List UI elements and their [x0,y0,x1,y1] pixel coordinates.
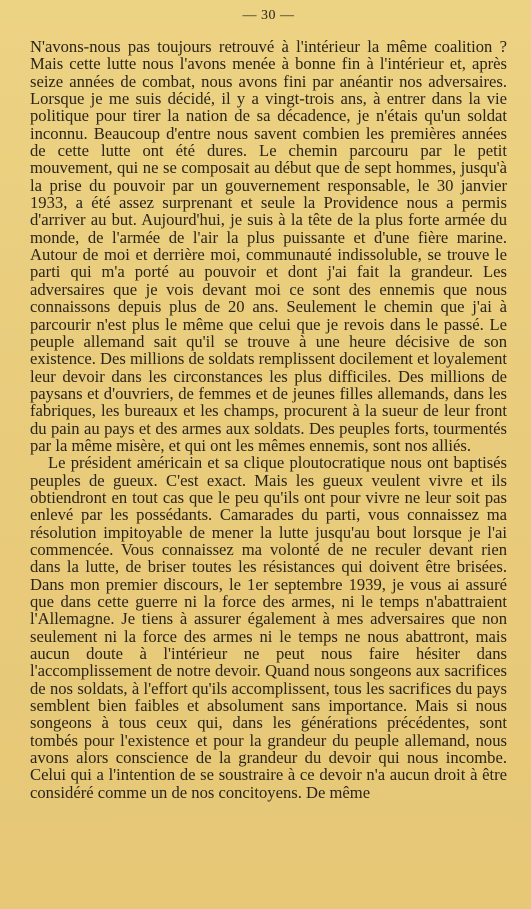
paragraph-2: Le président américain et sa clique ploutocratique nous ont baptisés peuples de gueux. C'est exact. Mais les gueux veulent vivre et ils obtiendront en tout cas que le peu qu'ils ont pour vivre ne leur soit pas enlevé par les possédants. Camarades du parti, vous connaissez ma résolution impitoyable de mener la lutte jusqu'au bout lorsque je l'ai commencée. Vous connaissez ma volonté de ne reculer devant rien dans la lutte, de briser toutes les résistances qui doivent être brisées. Dans mon premier discours, le 1er septembre 1939, je vous ai assuré que dans cette guerre ni la force des armes, ni le temps n'abattraient l'Allemagne. Je tiens à assurer également à mes adversaires que non seulement ni la force des armes ni le temps ne nous abattront, mais aucun doute à l'intérieur ne peut nous faire hésiter dans l'accomplissement de notre devoir. Quand nous songeons aux sacrifices de nos soldats, à l'effort qu'ils accomplissent, tous les sacrifices du pays semblent bien faibles et absolument sans importance. Mais si nous songeons à tous ceux qui, dans les générations précédentes, sont tombés pour l'existence et pour la grandeur du peuple allemand, nous avons alors conscience de la grandeur du devoir qui nous incombe. Celui qui a l'intention de se soustraire à ce devoir n'a aucun droit à être considéré comme un de nos concitoyens. De même [30,453,507,802]
paragraph-1: N'avons-nous pas toujours retrouvé à l'intérieur la même coalition ? Mais cette lutte nous l'avons menée à bonne fin à l'intérieur et, après seize années de combat, nous avons fini par anéantir nos adversaires. Lorsque je me suis décidé, il y a vingt-trois ans, à entrer dans la vie politique pour tirer la nation de sa décadence, je n'étais qu'un soldat inconnu. Beaucoup d'entre nous savent combien les premières années de cette lutte ont été dures. Le chemin parcouru par le petit mouvement, qui ne se composait au début que de sept hommes, jusqu'à la prise du pouvoir par un gouvernement responsable, le 30 janvier 1933, a été assez surprenant et seule la Providence nous a permis d'arriver au but. Aujourd'hui, je suis à la tête de la plus forte armée du monde, de l'armée de l'air la plus puissante et d'une fière marine. Autour de moi et derrière moi, communauté indissoluble, se trouve le parti qui m'a porté au pouvoir et dont j'ai fait la grandeur. Les adversaires que je vois devant moi ce sont des ennemis que nous connaissons depuis plus de 20 ans. Seulement le chemin que j'ai à parcourir n'est plus le même que celui que je revois dans le passé. Le peuple allemand sait qu'il se trouve à une heure décisive de son existence. Des millions de soldats remplissent docilement et loyalement leur devoir dans les circonstances les plus difficiles. Des millions de paysans et d'ouvriers, de femmes et de jeunes filles allemands, dans les fabriques, les bureaux et les champs, procurent à la sueur de leur front du pain au pays et des armes aux soldats. Des peuples forts, tourmentés par la même misère, et qui ont les mêmes ennemis, sont nos alliés. [30,37,507,455]
body-text [30,38,507,801]
page-number: — 30 — [242,8,295,23]
